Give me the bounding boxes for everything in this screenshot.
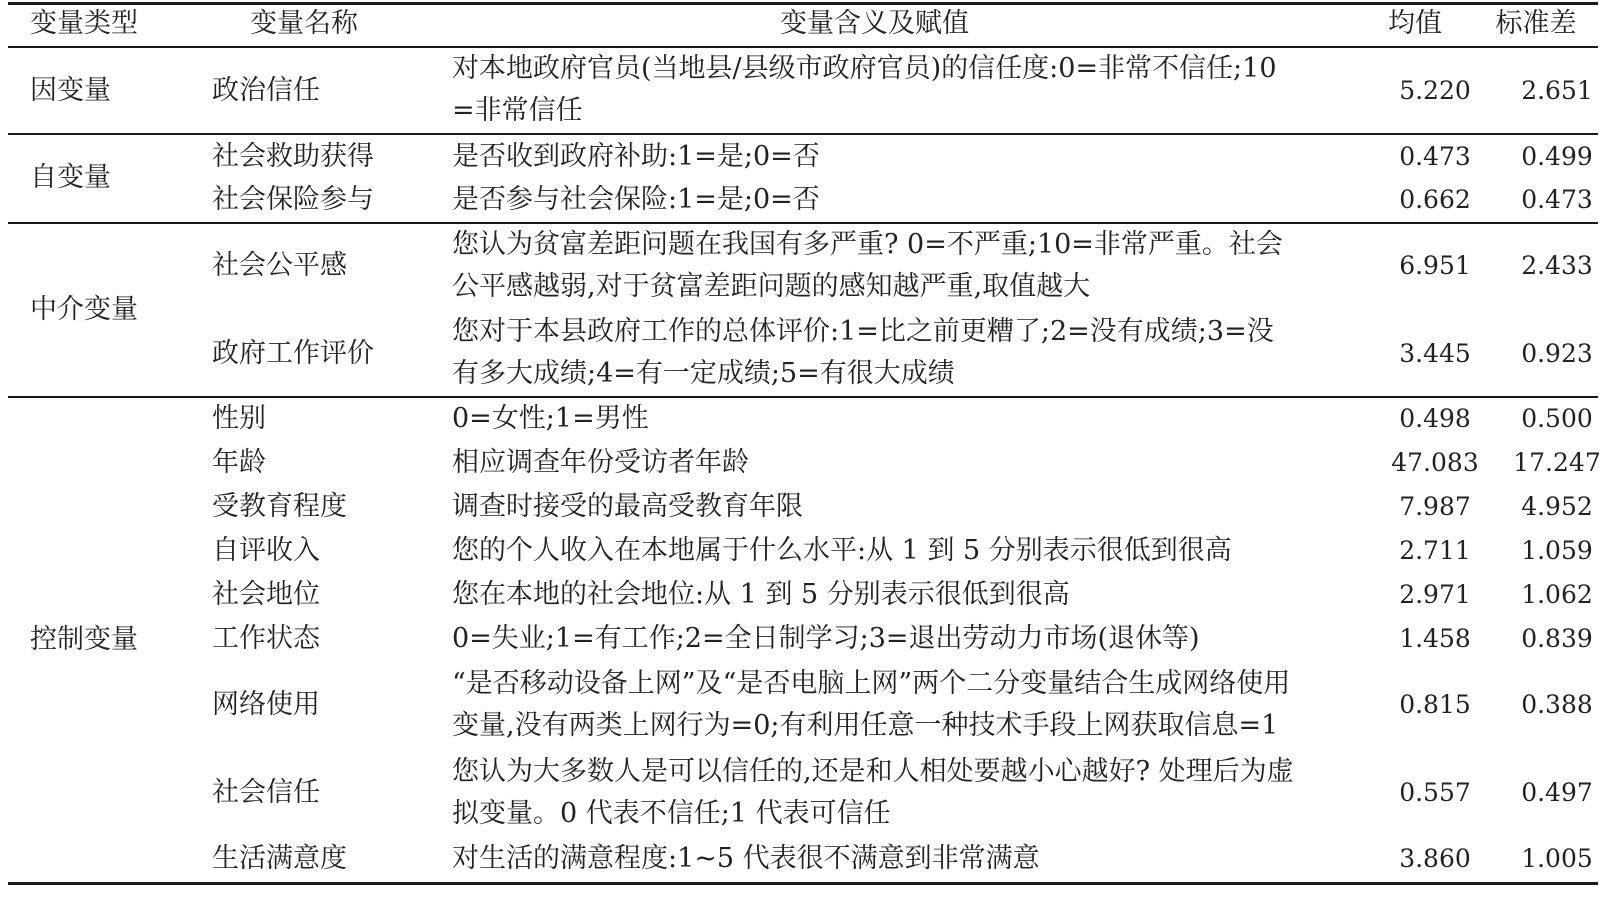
var-mean: 5.220 xyxy=(1399,76,1471,105)
var-desc: 公平感越弱,对于贫富差距问题的感知越严重,取值越大 xyxy=(452,271,1091,302)
var-name: 受教育程度 xyxy=(212,491,347,522)
var-mean: 0.498 xyxy=(1399,404,1471,433)
var-mean: 7.987 xyxy=(1399,492,1471,521)
var-desc: 您对于本县政府工作的总体评价:1=比之前更糟了;2=没有成绩;3=没 xyxy=(452,316,1274,347)
var-name: 生活满意度 xyxy=(212,843,347,874)
var-name: 社会公平感 xyxy=(212,250,347,281)
var-name: 社会信任 xyxy=(212,777,320,808)
group-label-mediator: 中介变量 xyxy=(30,294,138,325)
var-desc: 您认为大多数人是可以信任的,还是和人相处要越小心越好? 处理后为虚 xyxy=(452,756,1294,787)
var-name: 性别 xyxy=(212,403,266,434)
var-sd: 0.473 xyxy=(1521,185,1593,214)
var-mean: 0.473 xyxy=(1399,142,1471,171)
var-sd: 1.005 xyxy=(1521,844,1593,873)
group-rule-1 xyxy=(8,133,1598,135)
var-sd: 0.499 xyxy=(1521,142,1593,171)
var-desc: 是否收到政府补助:1=是;0=否 xyxy=(452,141,820,172)
var-desc: 相应调查年份受访者年龄 xyxy=(452,447,749,478)
var-sd: 0.839 xyxy=(1521,624,1593,653)
var-mean: 2.711 xyxy=(1399,536,1471,565)
group-label-control: 控制变量 xyxy=(30,624,138,655)
var-desc: 有多大成绩;4=有一定成绩;5=有很大成绩 xyxy=(452,358,955,389)
header-type: 变量类型 xyxy=(30,8,138,39)
var-name: 自评收入 xyxy=(212,535,320,566)
var-sd: 0.388 xyxy=(1521,690,1593,719)
var-desc: 0=失业;1=有工作;2=全日制学习;3=退出劳动力市场(退休等) xyxy=(452,623,1200,654)
header-sd: 标准差 xyxy=(1495,8,1577,39)
var-desc: 对本地政府官员(当地县/县级市政府官员)的信任度:0=非常不信任;10 xyxy=(452,53,1277,84)
var-sd: 0.923 xyxy=(1521,339,1593,368)
header-meaning: 变量含义及赋值 xyxy=(780,8,969,39)
var-mean: 0.557 xyxy=(1399,778,1471,807)
var-name: 年龄 xyxy=(212,447,266,478)
var-desc: 您认为贫富差距问题在我国有多严重? 0=不严重;10=非常严重。社会 xyxy=(452,229,1283,260)
var-mean: 1.458 xyxy=(1399,624,1471,653)
var-sd: 1.062 xyxy=(1521,580,1593,609)
var-name: 政府工作评价 xyxy=(212,338,374,369)
bottom-rule xyxy=(8,882,1598,885)
group-label-independent: 自变量 xyxy=(30,162,111,193)
var-desc: “是否移动设备上网”及“是否电脑上网”两个二分变量结合生成网络使用 xyxy=(452,668,1291,699)
var-desc: 调查时接受的最高受教育年限 xyxy=(452,491,803,522)
var-name: 政治信任 xyxy=(212,75,320,106)
var-name: 网络使用 xyxy=(212,689,320,720)
var-sd: 0.500 xyxy=(1521,404,1593,433)
header-name: 变量名称 xyxy=(250,8,358,39)
var-sd: 17.247 xyxy=(1513,448,1601,477)
var-name: 工作状态 xyxy=(212,623,320,654)
var-desc: 拟变量。0 代表不信任;1 代表可信任 xyxy=(452,798,891,829)
var-sd: 2.433 xyxy=(1521,251,1593,280)
var-mean: 47.083 xyxy=(1391,448,1479,477)
var-desc: 是否参与社会保险:1=是;0=否 xyxy=(452,184,820,215)
var-sd: 4.952 xyxy=(1521,492,1593,521)
var-name: 社会地位 xyxy=(212,579,320,610)
var-mean: 0.815 xyxy=(1399,690,1471,719)
var-mean: 0.662 xyxy=(1399,185,1471,214)
var-sd: 1.059 xyxy=(1521,536,1593,565)
var-mean: 2.971 xyxy=(1399,580,1471,609)
header-mean: 均值 xyxy=(1388,8,1442,39)
var-desc: 您的个人收入在本地属于什么水平:从 1 到 5 分别表示很低到很高 xyxy=(452,535,1232,566)
var-mean: 6.951 xyxy=(1399,251,1471,280)
var-desc: 您在本地的社会地位:从 1 到 5 分别表示很低到很高 xyxy=(452,579,1070,610)
group-label-dependent: 因变量 xyxy=(30,75,111,106)
var-desc: =非常信任 xyxy=(452,95,583,126)
var-desc: 变量,没有两类上网行为=0;有利用任意一种技术手段上网获取信息=1 xyxy=(452,710,1279,741)
var-mean: 3.445 xyxy=(1399,339,1471,368)
var-name: 社会救助获得 xyxy=(212,141,374,172)
var-desc: 0=女性;1=男性 xyxy=(452,403,649,434)
var-mean: 3.860 xyxy=(1399,844,1471,873)
var-sd: 2.651 xyxy=(1521,76,1593,105)
var-sd: 0.497 xyxy=(1521,778,1593,807)
var-desc: 对生活的满意程度:1~5 代表很不满意到非常满意 xyxy=(452,843,1040,874)
var-name: 社会保险参与 xyxy=(212,184,374,215)
